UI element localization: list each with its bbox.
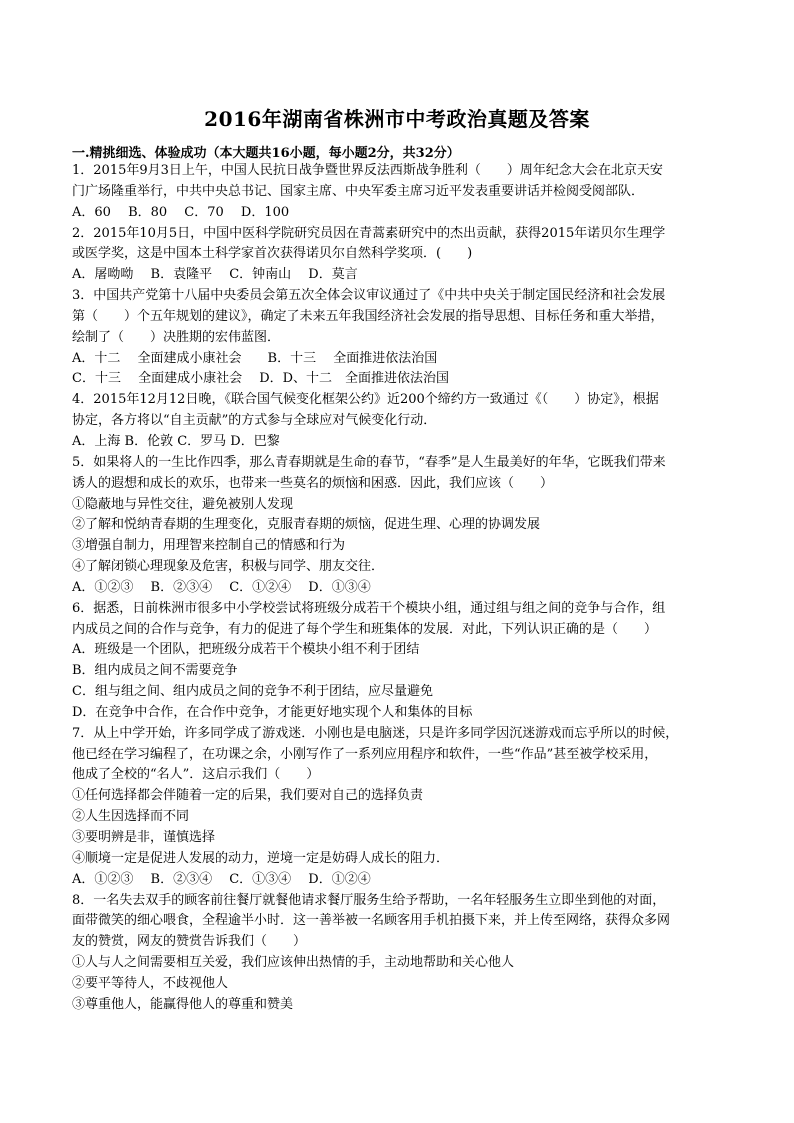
text-line: 3．中国共产党第十八届中央委员会第五次全体会议审议通过了《中共中央关于制定国民经济和社会发展 <box>72 288 666 304</box>
document-body <box>72 161 732 1016</box>
text-line: ②要平等待人，不歧视他人 <box>72 975 229 991</box>
text-line: A．班级是一个团队，把班级分成若干个模块小组不利于团结 <box>72 642 420 658</box>
text-line: 4．2015年12月12日晚，《联合国气候变化框架公约》近200个缔约方一致通过《（ ）协定》，根据 <box>72 392 659 408</box>
text-line: 他已经在学习编程了，在功课之余，小刚写作了一系列应用程序和软件，一些“作品”甚至被学校采用， <box>72 746 658 762</box>
text-line: ③尊重他人，能赢得他人的尊重和赞美 <box>72 996 294 1012</box>
text-line: B．组内成员之间不需要竞争 <box>72 663 238 679</box>
text-line: 第（ ）个五年规划的建议》，确定了未来五年我国经济社会发展的指导思想、目标任务和重大举措， <box>72 308 664 324</box>
text-line: ④了解闭锁心理现象及危害，积极与同学、朋友交往． <box>72 559 385 575</box>
document-title: 2016年湖南省株洲市中考政治真题及答案 <box>204 107 590 131</box>
text-line: 他成了全校的“名人”．这启示我们（ ） <box>72 767 320 783</box>
text-line: 1．2015年9月3日上午，中国人民抗日战争暨世界反法西斯战争胜利（ ）周年纪念大会在北京天安 <box>72 163 663 178</box>
text-line: A．①②③ B．②③④ C．①②④ D．①③④ <box>72 579 371 595</box>
text-line: ②了解和悦纳青春期的生理变化，克服青春期的烦恼，促进生理、心理的协调发展 <box>72 517 541 533</box>
text-line: 绘制了（ ）决胜期的宏伟蓝图． <box>72 329 281 345</box>
text-line: ②人生因选择而不同 <box>72 809 190 825</box>
text-line: ③要明辨是非，谨慎选择 <box>72 830 216 845</box>
text-line: 内成员之间的合作与竞争，有力的促进了每个学生和班集体的发展．对此，下列认识正确的是（ ） <box>72 621 658 637</box>
text-line: ①任何选择都会伴随着一定的后果，我们要对自己的选择负责 <box>72 788 424 804</box>
text-line: A．屠呦呦 B．袁隆平 C．钟南山 D．莫言 <box>72 267 358 283</box>
text-line: ③增强自制力，用理智来控制自己的情感和行为 <box>72 538 346 554</box>
text-line: ①人与人之间需要相互关爱，我们应该伸出热情的手，主动地帮助和关心他人 <box>72 955 515 971</box>
text-line: 7．从上中学开始，许多同学成了游戏迷．小刚也是电脑迷，只是许多同学因沉迷游戏而忘乎所以的时候， <box>72 725 679 741</box>
text-line: 协定，各方将以“自主贡献”的方式参与全球应对气候变化行动． <box>72 413 437 429</box>
text-line: A．①②③ B．②③④ C．①③④ D．①②④ <box>72 871 371 887</box>
text-line: ④顺境一定是促进人发展的动力，逆境一定是妨碍人成长的阻力． <box>72 850 450 866</box>
text-line: 8．一名失去双手的顾客前往餐厅就餐他请求餐厅服务生给予帮助，一名年轻服务生立即坐到他的对面， <box>72 892 666 908</box>
text-line: 2．2015年10月5日，中国中医科学院研究员因在青蒿素研究中的杰出贡献，获得2015年诺贝尔生理学 <box>72 225 666 241</box>
text-line: 5．如果将人的一生比作四季，那么青春期就是生命的春节，“春季”是人生最美好的年华，它既我们带来 <box>72 454 666 470</box>
text-line: D．在竞争中合作，在合作中竞争，才能更好地实现个人和集体的目标 <box>72 704 473 720</box>
text-line: 门广场隆重举行，中共中央总书记、国家主席、中央军委主席习近平发表重要讲话并检阅受阅部队． <box>72 183 645 199</box>
text-line: 6．据悉，日前株洲市很多中小学校尝试将班级分成若干个模块小组，通过组与组之间的竞争与合作，组 <box>72 600 666 616</box>
text-line: C．十三 全面建成小康社会 D．D、十二 全面推进依法治国 <box>72 371 450 387</box>
text-line: C．组与组之间、组内成员之间的竞争不利于团结，应尽量避免 <box>72 684 433 700</box>
text-line: A．60 B．80 C．70 D．100 <box>72 204 290 220</box>
text-line: 友的赞赏，网友的赞赏告诉我们（ ） <box>72 934 307 950</box>
text-line: ①隐蔽地与异性交往，避免被别人发现 <box>72 496 294 512</box>
text-line: 或医学奖，这是中国本土科学家首次获得诺贝尔自然科学奖项．( ) <box>72 246 473 262</box>
text-line: 面带微笑的细心喂食，全程逾半小时．这一善举被一名顾客用手机拍摄下来，并上传至网络，获得众多网 <box>72 913 671 929</box>
section-heading: 一.精挑细选、体验成功（本大题共16小题，每小题2分，共32分） <box>72 146 460 161</box>
text-line: A．十二 全面建成小康社会 B．十三 全面推进依法治国 <box>72 350 438 366</box>
text-line: A．上海 B．伦敦 C．罗马 D．巴黎 <box>72 433 280 449</box>
text-line: 诱人的遐想和成长的欢乐，也带来一些莫名的烦恼和困惑．因此，我们应该（ ） <box>72 475 554 491</box>
